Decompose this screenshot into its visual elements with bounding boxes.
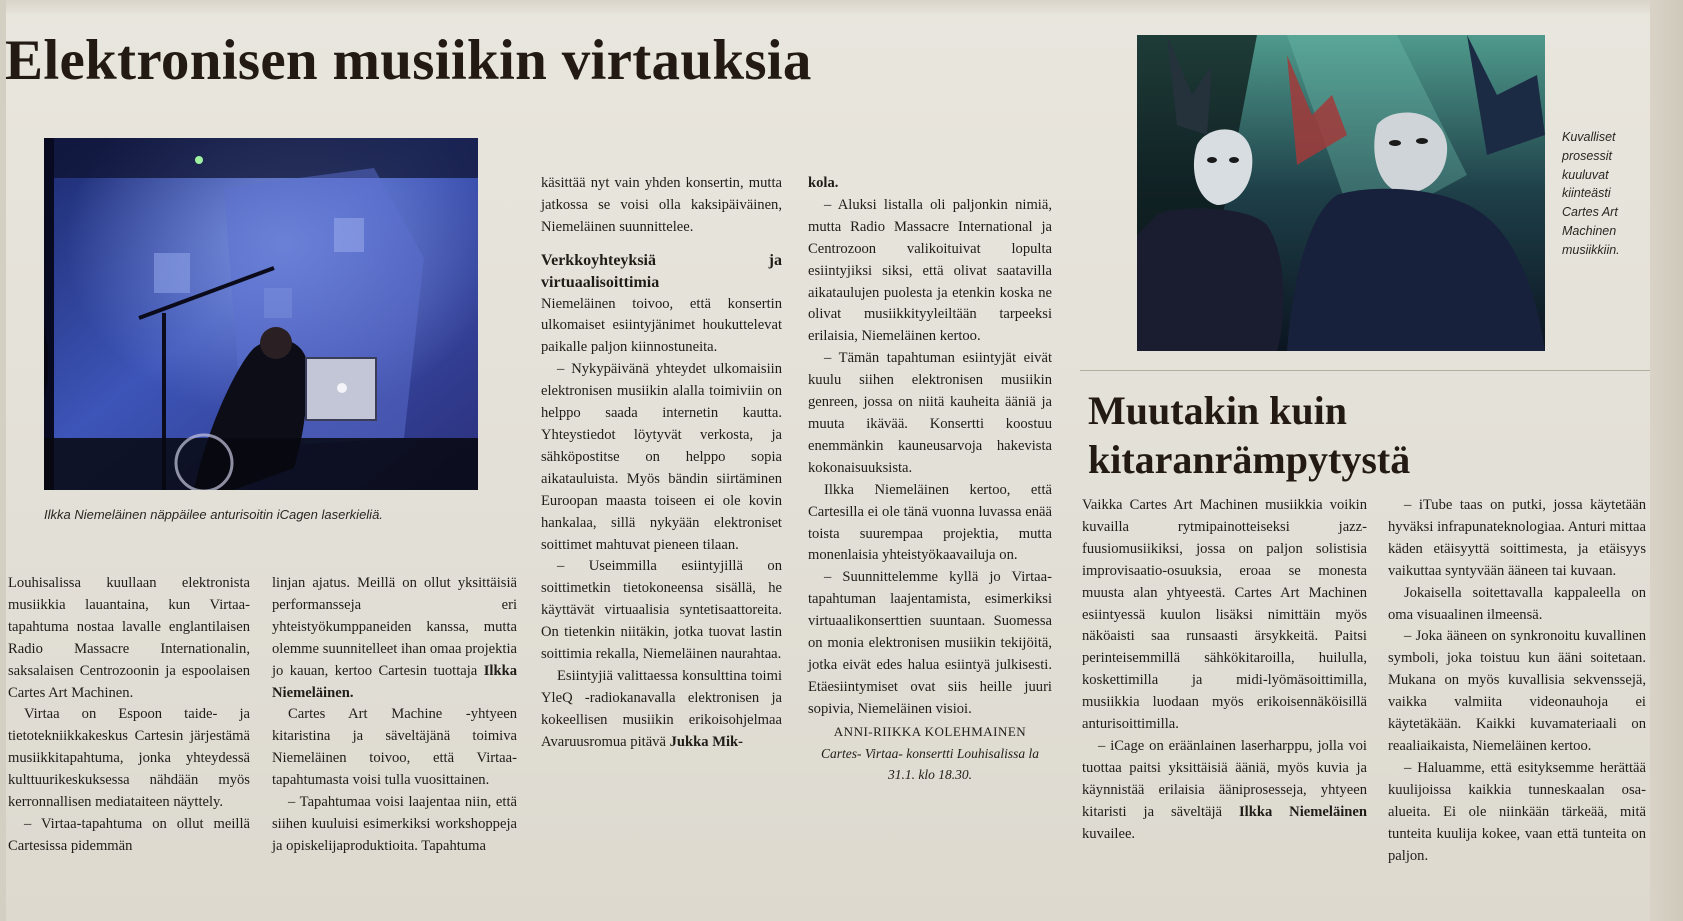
col5-text: kuvailee. <box>1082 825 1136 842</box>
col3-paragraph: – Nykypäivänä yhteydet ulkomaisiin elektronisen musiikin alalla toimiviin on helppo saada internetin kautta. Yhteystiedot löytyvät verkosta, ja sähköpostitse on helppo sopia aikatauluista. Myös bändin siirtäminen Euroopan maasta toiseen ei ole kovin hankalaa, sillä nykyään elektroniset soittimet mahtuvat pieneen tilaan. <box>541 361 782 553</box>
col1-paragraph: – Virtaa-tapahtuma on ollut meillä Cartesissa pidemmän <box>8 815 250 854</box>
top-edge-strip <box>0 0 1650 14</box>
photo2-caption-line: musiikkiin. <box>1562 242 1620 257</box>
photo1-caption: Ilkka Niemeläinen näppäilee anturisoitin iCagen laserkieliä. <box>44 507 383 522</box>
col3-name-bold: Jukka Mik- <box>669 733 744 750</box>
article-column-1 <box>8 573 250 858</box>
col4-paragraph: Ilkka Niemeläinen kertoo, että Cartesilla ei ole tänä vuonna luvassa enää toista suurempaa projektia, mutta monenlaisia yhteistyökaavailuja on. <box>808 481 1052 564</box>
subheading: Verkkoyhteyksiä ja virtuaalisoittimia <box>541 251 782 291</box>
col3-paragraph: – Useimmilla esiintyjillä on soittimetkin tietokoneensa sisällä, he käyttävät virtuaalisia syntetisaattoreita. On tietenkin niitäkin, jotka tuovat lastin soittimia rekalla, Niemeläinen naurahtaa. <box>541 558 782 663</box>
photo2-caption-line: Kuvalliset <box>1562 130 1616 144</box>
main-headline: Elektronisen musiikin virtauksia <box>5 29 812 92</box>
article-column-6 <box>1388 495 1646 867</box>
col6-paragraph: – Haluamme, että esityksemme herättää kuulijoissa kaikkia tunneskaalan osa-alueita. Ei ole niinkään tärkeää, mitä tunteita kuulija kokee, vaan että tunteita on paljon. <box>1388 759 1646 864</box>
secondary-headline-line: Muutakin kuin <box>1088 388 1348 433</box>
col4-paragraph <box>808 173 1052 195</box>
col2-paragraph: – Tapahtumaa voisi laajentaa niin, että siihen kuuluisi esimerkiksi workshoppeja ja opiskelijaproduktioita. Tapahtuma <box>272 794 517 854</box>
col3-paragraph: käsittää nyt vain yhden konsertin, mutta jatkossa se voisi olla kaksipäiväinen, Niemeläinen suunnittelee. <box>541 175 782 235</box>
col1-paragraph: Louhisalissa kuullaan elektronista musiikkia lauantaina, kun Virtaa-tapahtuma nostaa lavalle englantilaisen Radio Massacre Internationalin, saksalaisen Centrozoonin ja espoolaisen Cartes Art Machinen. <box>8 575 250 701</box>
col2-name-bold: Ilkka Niemeläinen. <box>272 662 517 701</box>
col4-paragraph: – Aluksi listalla oli paljonkin nimiä, mutta Radio Massacre International ja Centrozoon valikoituivat lopulta esiintyjiksi siksi, että olivat saatavilla aikataulujen puolesta ja etenkin koska ne olivat musiikkityyleiltään tarpeeksi erilaisia, Niemeläinen kertoo. <box>808 196 1052 345</box>
concert-photo-laptop <box>44 138 478 490</box>
photo2-caption-line: prosessit <box>1562 148 1613 163</box>
secondary-headline-line: kitaranrämpytystä <box>1088 437 1411 482</box>
article-column-2 <box>272 573 517 858</box>
col4-paragraph: – Tämän tapahtuman esiintyjät eivät kuulu siihen elektronisen musiikin genreen, jossa on niitä kauheita ääniä ja muuta ikävää. Konsertti koostuu enemmänkin kauneusarvoja hakevista kokonaisuuksista. <box>808 350 1052 476</box>
author-byline: ANNI-RIIKKA KOLEHMAINEN <box>833 723 1027 739</box>
photo2-caption <box>1562 128 1650 260</box>
article-column-5 <box>1082 495 1367 846</box>
photo2-caption-line: Machinen <box>1562 223 1617 238</box>
col2-paragraph <box>272 573 517 704</box>
col3-paragraph: Niemeläinen toivoo, että konsertin ulkomaiset esiintyjänimet houkuttelevat paikalle paljon kiinnostuneita. <box>541 295 782 356</box>
col5-paragraph <box>1082 736 1367 846</box>
concert-info: Cartes- Virtaa- konsertti Louhisalissa la 31.1. klo 18.30. <box>820 745 1039 783</box>
col2-text: linjan ajatus. Meillä on ollut yksittäisiä performansseja eri yhteistyökumppaneiden kanssa, mutta olemme suunnitelleet ihan omaa projektia jo kauan, kertoo Cartesin tuottaja <box>272 575 517 679</box>
col2-paragraph: Cartes Art Machine -yhtyeen kitaristina ja säveltäjänä toimiva Niemeläinen toivoo, että Virtaa-tapahtumasta voisi tulla vuosittainen. <box>272 706 517 789</box>
right-edge-strip <box>1650 0 1683 921</box>
left-edge-strip <box>0 0 6 921</box>
col3-paragraph <box>541 666 782 754</box>
col3-text: Esiintyjiä valittaessa konsulttina toimi YleQ -radiokanavalla elektronisen ja kokeellisen musiikin erikoisohjelmaa Avaruusromua pitävä <box>541 667 782 750</box>
col6-paragraph: Jokaisella soitettavalla kappaleella on oma visuaalinen ilmeensä. <box>1388 584 1646 623</box>
col5-name-bold: Ilkka Niemeläinen <box>1238 803 1368 820</box>
col1-paragraph: Virtaa on Espoon taide- ja tietotekniikkakeskus Cartesin järjestämä musiikkitapahtuma, jonka yhteydessä kulttuurikeskuksessa nähdään myös kerronnallisen mediataiteen näyttely. <box>8 706 250 811</box>
col4-paragraph: – Suunnittelemme kyllä jo Virtaa-tapahtuman laajentamista, esimerkiksi virtuaalikonserttien suuntaan. Suomessa on monia elektronisen musiikin tekijöitä, jotka eivät edes halua esiintyä julkisesti. Etäesiintymiset ovat siis heille juuri sopivia, Niemeläinen visioi. <box>808 569 1052 717</box>
col4-name-bold: kola. <box>808 175 839 191</box>
concert-photo-masks <box>1137 35 1545 351</box>
section-divider <box>1080 370 1650 371</box>
photo2-caption-line: kuuluvat <box>1562 167 1609 182</box>
photo2-caption-line: kiinteästi <box>1562 186 1611 201</box>
secondary-headline <box>1088 386 1410 484</box>
article-column-4 <box>808 173 1052 786</box>
photo2-caption-line: Cartes Art <box>1562 205 1618 220</box>
col5-paragraph: Vaikka Cartes Art Machinen musiikkia voikin kuvailla rytmipainotteiseksi jazz-fuusiomusiikiksi, jossa on paljon solistisia improvisaatio-osuuksia, eroaa se monesta muusta alan yhtyeestä. Cartes Art Machinen esiintyessä kuulon lisäksi nimittäin myös näköaisti saa runsaasti ärsykkeitä. Paitsi perinteisemmillä sähkökitaroilla, huilulla, koskettimilla ja midi-lyömäsoittimilla, musiikkia luodaan myös erikoisennäköisillä anturisoittimilla. <box>1082 497 1367 733</box>
article-column-3 <box>541 173 782 754</box>
col5-text: – iCage on eräänlainen laserharppu, jolla voi tuottaa paitsi yksittäisiä ääniä, myös kuvia ja käynnistää erilaisia ääniprosesseja, yhtyeen kitaristi ja säveltäjä <box>1082 737 1367 820</box>
col6-paragraph: – Joka ääneen on synkronoitu kuvallinen symboli, joka toistuu kun ääni soitetaan. Mukana on myös kuvallisia sekvenssejä, vaikka valmiita videonauhoja ei käytetäkään. Kaikki kuvamateriaali on reaaliaikaista, Niemeläinen kertoo. <box>1388 628 1646 754</box>
col6-paragraph: – iTube taas on putki, jossa käytetään hyväksi infrapunateknologiaa. Anturi mittaa käden etäisyyttä soittimesta, ja etäisyys vaikuttaa syntyvään ääneen tai kuvaan. <box>1388 497 1646 579</box>
